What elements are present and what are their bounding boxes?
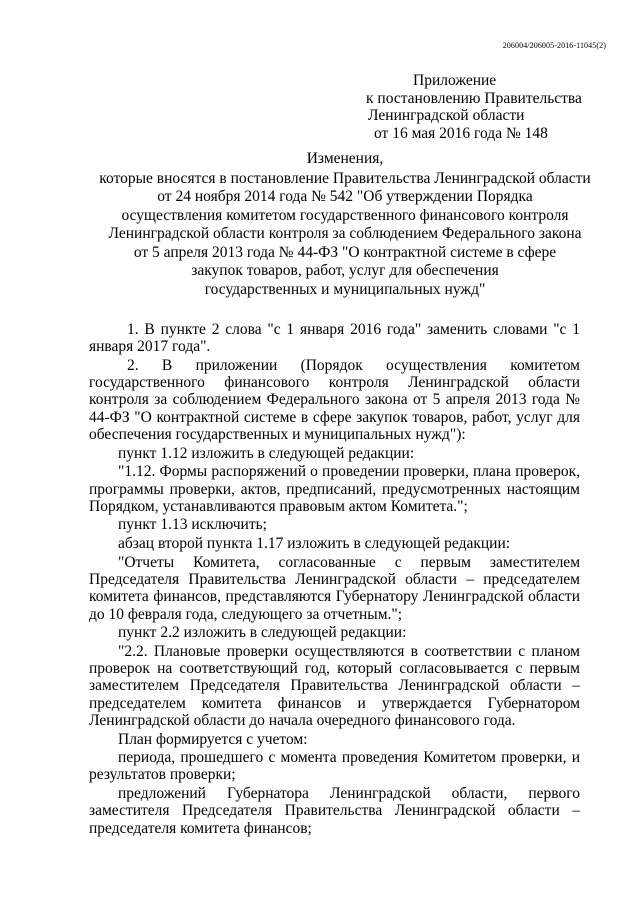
paragraph-7: "Отчеты Комитета, согласованные с первым заместителем Председателя Правительства Ленинградской области – председателем комитета финансов, представляются Губернатору Ленинградской области до 10 февраля года, следующего за отчетным."; (89, 553, 580, 623)
appendix-region: Ленинградской области (368, 107, 525, 125)
paragraph-3: пункт 1.12 изложить в следующей редакции: (118, 444, 415, 462)
paragraph-5: пункт 1.13 исключить; (118, 516, 267, 534)
appendix-block (366, 72, 616, 142)
paragraph-1: 1. В пункте 2 слова "с 1 января 2016 года" заменить словами "с 1 января 2017 года". (89, 321, 580, 356)
title-heading: Изменения, (306, 150, 384, 167)
document-registration-number: 206004/206005-2016-11045(2) (502, 41, 606, 50)
paragraph-2: 2. В приложении (Порядок осуществления комитетом государственного финансового контроля Ленинградской области контроля за соблюдением Федерального закона от 5 апреля 2013 года № 44-ФЗ "О контрактной системе в сфере закупок товаров, работ, услуг для обеспечения государственных и муниципальных нужд"): (89, 356, 580, 444)
title-line: которые вносятся в постановление Правительства Ленинградской области (99, 169, 591, 187)
appendix-reference: к постановлению Правительства (366, 89, 582, 107)
paragraph-4: "1.12. Формы распоряжений о проведении проверки, плана проверок, программы проверки, актов, предписаний, предусмотренных настоящим Порядком, устанавливаются правовым актом Комитета."; (89, 463, 580, 515)
document-title (60, 150, 630, 299)
title-line: государственных и муниципальных нужд" (204, 280, 486, 298)
title-line: от 5 апреля 2013 года № 44-ФЗ "О контрактной системе в сфере (133, 243, 557, 261)
paragraph-8: пункт 2.2 изложить в следующей редакции: (118, 624, 407, 642)
appendix-label: Приложение (413, 72, 497, 89)
paragraph-12: предложений Губернатора Ленинградской области, первого заместителя Председателя Правительства Ленинградской области – председателя комитета финансов; (89, 784, 580, 837)
paragraph-10: План формируется с учетом: (118, 730, 308, 748)
paragraph-6: абзац второй пункта 1.17 изложить в следующей редакции: (118, 535, 511, 553)
paragraph-9: "2.2. Плановые проверки осуществляются в соответствии с планом проверок на соответствующий год, который согласовывается с первым заместителем Председателя Правительства Ленинградской области – председателем комитета финансов и утверждается Губернатором Ленинградской области до начала очередного финансового года. (89, 642, 580, 729)
title-line: Ленинградской области контроля за соблюдением Федерального закона (108, 225, 582, 242)
appendix-date: от 16 мая 2016 года № 148 (374, 124, 548, 142)
title-line: закупок товаров, работ, услуг для обеспечения (191, 262, 499, 279)
paragraph-11: периода, прошедшего с момента проведения Комитетом проверки, и результатов проверки; (89, 749, 580, 784)
title-line: осуществления комитетом государственного финансового контроля (121, 206, 569, 224)
document-body (89, 321, 580, 837)
title-line: от 24 ноября 2014 года № 542 "Об утверждении Порядка (157, 188, 533, 205)
